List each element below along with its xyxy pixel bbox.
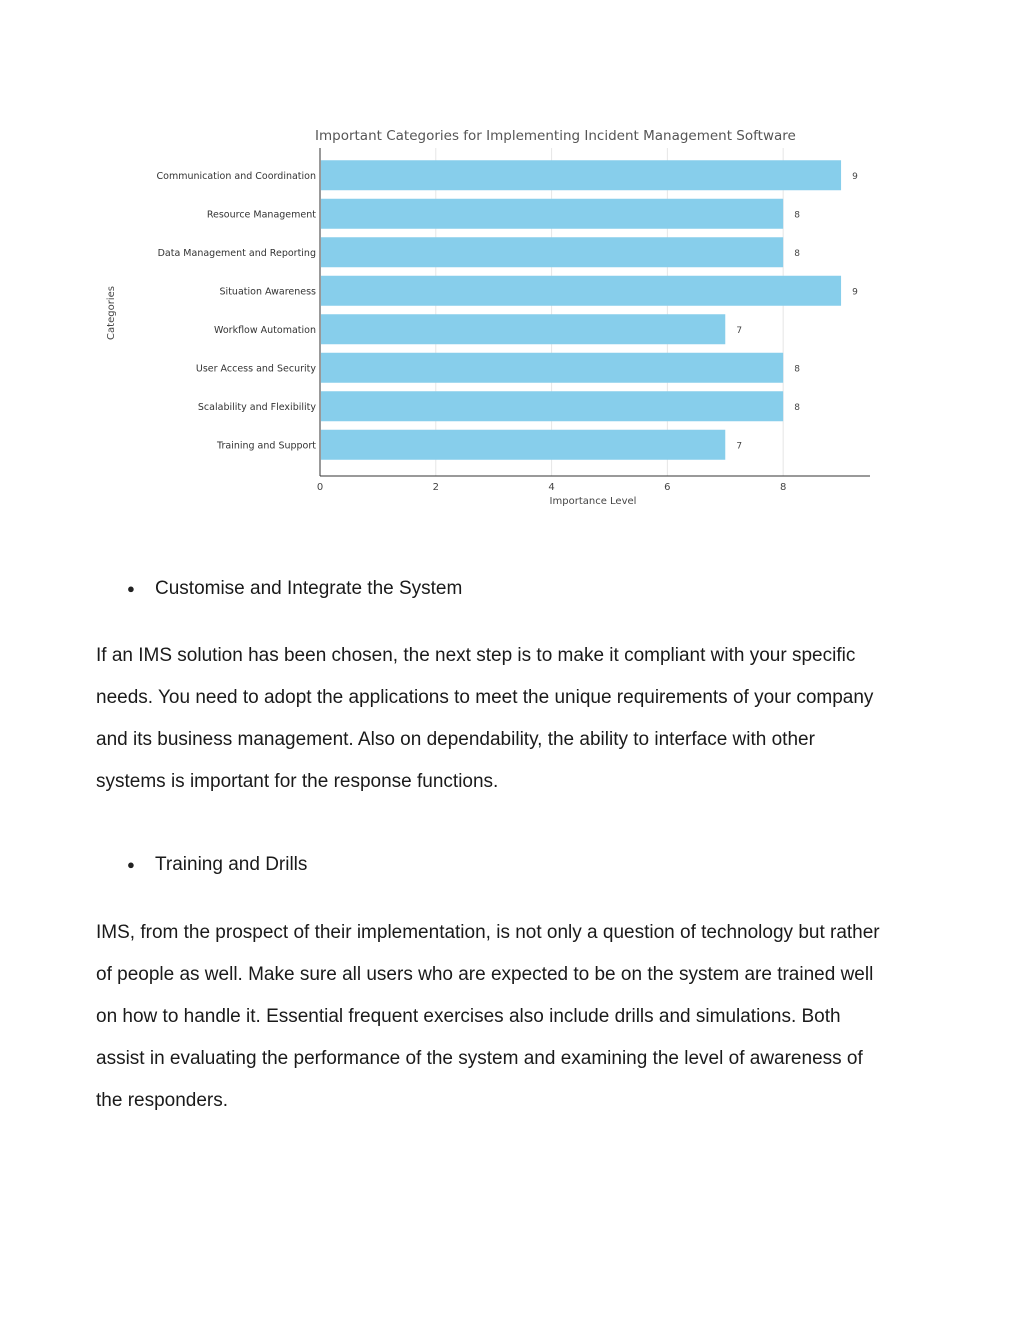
bar [321,199,783,229]
section-heading-text: Training and Drills [155,854,308,875]
paragraph-line: If an IMS solution has been chosen, the next step is to make it compliant with your specific [96,645,856,666]
bullet-icon: ● [127,857,135,872]
x-tick-label: 6 [664,482,671,493]
bar [321,314,725,344]
x-tick-label: 0 [316,482,324,493]
chart-grid [320,148,783,476]
category-label: Scalability and Flexibility [197,401,316,413]
paragraph-line: of people as well. Make sure all users who are expected to be on the system are trained well [96,964,874,985]
paragraph-line: and its business management. Also on dependability, the ability to interface with other [96,729,815,750]
x-tick-label: 8 [779,482,787,493]
paragraph-line: assist in evaluating the performance of the system and examining the level of awareness of [96,1048,863,1069]
bar [321,391,783,421]
bar [321,160,841,190]
category-label: Communication and Coordination [156,170,316,182]
value-label: 8 [794,248,801,259]
category-label: Resource Management [206,209,316,221]
paragraph-line: systems is important for the response functions. [96,771,499,792]
category-label: User Access and Security [195,363,316,375]
x-tick-label: 4 [548,482,555,493]
x-tick-label: 2 [432,482,439,493]
chart-bars [321,160,841,460]
section-heading-customise [127,576,462,602]
bullet-icon: ● [127,581,135,596]
category-label: Data Management and Reporting [157,247,316,259]
category-label: Situation Awareness [219,286,316,298]
section-heading-text: Customise and Integrate the System [155,578,463,599]
value-label: 7 [736,441,743,452]
category-label: Workflow Automation [214,324,316,336]
bar [321,353,783,383]
bar [321,237,783,267]
value-label: 7 [736,325,743,336]
value-label: 8 [794,210,801,221]
paragraph-training [96,912,936,1122]
value-label: 8 [794,364,801,375]
section-heading-training [127,852,307,878]
paragraph-line: the responders. [96,1090,229,1111]
paragraph-line: on how to handle it. Essential frequent exercises also include drills and simulations. Both [96,1006,841,1027]
category-label: Training and Support [217,440,316,452]
category-labels [157,171,317,452]
bar-chart [100,118,890,518]
paragraph-line: IMS, from the prospect of their implementation, is not only a question of technology but rather [96,922,880,943]
x-axis-title: Importance Level [549,496,637,507]
paragraph-customise [96,635,936,803]
bar [321,430,725,460]
bar [321,276,841,306]
value-label: 8 [794,402,801,413]
value-label: 9 [852,171,858,182]
x-tick-labels [317,482,787,493]
y-axis-title: Categories [106,286,117,340]
value-label: 9 [852,287,858,298]
paragraph-line: needs. You need to adopt the applications to meet the unique requirements of your company [96,687,874,708]
chart-title: Important Categories for Implementing Incident Management Software [315,128,796,144]
